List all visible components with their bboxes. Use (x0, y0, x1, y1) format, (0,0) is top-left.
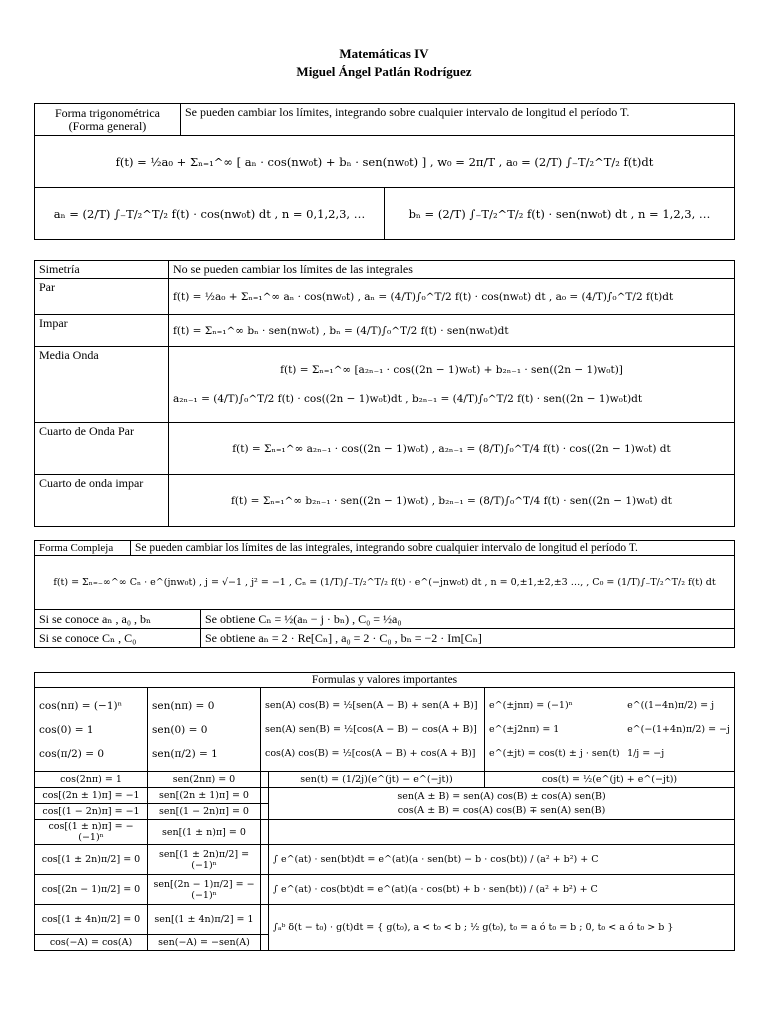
formulas-spacer (261, 804, 269, 820)
sym-media-onda-coeffs: a₂ₙ₋₁ = (4/T)∫₀^T/2 f(t) · cos((2n − 1)w₀t)dt , b₂ₙ₋₁ = (4/T)∫₀^T/2 f(t) · sen((2n − 1)w₀t)dt (173, 392, 643, 405)
trig-form-table (34, 103, 735, 240)
integral-exp-sen: ∫ e^(at) · sen(bt)dt = e^(at)(a · sen(bt) − b · cos(bt)) / (a² + b²) + C (269, 845, 735, 875)
sym-cuarto-impar-label: Cuarto de onda impar (35, 475, 169, 527)
symmetry-note: No se pueden cambiar los límites de las integrales (169, 261, 735, 279)
exp-j: e^((1−4n)π/2) = j (627, 699, 715, 711)
complex-row2-label: Si se conoce Cₙ , C₀ (35, 629, 201, 648)
one-over-j: 1/j = −j (627, 747, 665, 759)
integral-spacer (269, 820, 735, 845)
trig-an-formula: aₙ = (2/T) ∫₋T/₂^T/₂ f(t) · cos(nw₀t) dt , n = 0,1,2,3, … (35, 188, 385, 240)
formulas-spacer (261, 935, 269, 951)
integral-exp-cos: ∫ e^(at) · cos(bt)dt = e^(at)(a · cos(bt) + b · sen(bt)) / (a² + b²) + C (269, 875, 735, 905)
sen-val-5: sen[(1 ± 2n)π/2] = (−1)ⁿ (148, 845, 261, 875)
exp-jnpi: e^(±jnπ) = (−1)ⁿ (489, 699, 573, 711)
cos-val-3: cos[(1 − 2n)π] = −1 (35, 804, 148, 820)
cos-basic-values (35, 688, 148, 772)
cos-sum-angle: cos(A ± B) = cos(A) cos(B) ∓ sen(A) sen(B) (397, 804, 606, 816)
trig-form-note: Se pueden cambiar los límites, integrando sobre cualquier intervalo de longitud el período T. (181, 104, 735, 136)
trig-form-label: Forma trigonométrica (Forma general) (35, 104, 181, 136)
cos-val-1: cos(2nπ) = 1 (35, 772, 148, 788)
product-identities (261, 688, 485, 772)
sen-val-2: sen[(2n ± 1)π] = 0 (148, 788, 261, 804)
exp-minus-j: e^(−(1+4n)π/2) = −j (627, 723, 730, 735)
sen-sum-angle: sen(A ± B) = sen(A) cos(B) ± cos(A) sen(B) (397, 790, 606, 802)
complex-formula: f(t) = Σₙ₌₋∞^∞ Cₙ · e^(jnw₀t) , j = √−1 , j² = −1 , Cₙ = (1/T)∫₋T/₂^T/₂ f(t) · e^(−jnw₀t) dt , n = 0,±1,±2,±3 …, , C₀ = (1/T)∫₋T/₂^T/₂ f(t) dt (35, 556, 735, 610)
cos-basic-2: cos(0) = 1 (39, 723, 94, 736)
author-name: Miguel Ángel Patlán Rodríguez (296, 64, 472, 79)
trig-main-formula: f(t) = ½a₀ + Σₙ₌₁^∞ [ aₙ · cos(nw₀t) + bₙ · sen(nw₀t) ] , w₀ = 2π/T , a₀ = (2/T) ∫₋T/₂^T/₂ f(t)dt (35, 136, 735, 188)
cos-basic-1: cos(nπ) = (−1)ⁿ (39, 699, 123, 712)
formulas-spacer (261, 905, 269, 935)
sym-media-onda-label: Media Onda (35, 347, 169, 423)
formulas-title: Formulas y valores importantes (35, 673, 735, 688)
cos-val-8: cos(−A) = cos(A) (35, 935, 148, 951)
trig-bn-formula: bₙ = (2/T) ∫₋T/₂^T/₂ f(t) · sen(nw₀t) dt , n = 1,2,3, … (385, 188, 735, 240)
delta-integral: ∫ₐᵇ δ(t − t₀) · g(t)dt = { g(t₀), a < t₀ < b ; ½ g(t₀), t₀ = a ó t₀ = b ; 0, t₀ < a ó t₀ > b } (269, 905, 735, 951)
cos-exponential: cos(t) = ½(e^(jt) + e^(−jt)) (485, 772, 735, 788)
sym-cuarto-par-label: Cuarto de Onda Par (35, 423, 169, 475)
cos-val-2: cos[(2n ± 1)π] = −1 (35, 788, 148, 804)
exp-euler: e^(±jt) = cos(t) ± j · sen(t) (489, 747, 620, 759)
sym-par-label: Par (35, 279, 169, 315)
complex-row1-value: Se obtiene Cₙ = ½(aₙ − j · bₙ) , C₀ = ½a₀ (201, 610, 735, 629)
sen-val-4: sen[(1 ± n)π] = 0 (148, 820, 261, 845)
sen-basic-values (148, 688, 261, 772)
complex-form-note: Se pueden cambiar los límites de las integrales, integrando sobre cualquier intervalo de longitud el período T. (131, 541, 735, 556)
sen-basic-2: sen(0) = 0 (152, 723, 208, 736)
cos-val-7: cos[(1 ± 4n)π/2] = 0 (35, 905, 148, 935)
formulas-table (34, 672, 735, 951)
complex-row2-value: Se obtiene aₙ = 2 · Re[Cₙ] , a₀ = 2 · C₀ , bₙ = −2 · Im[Cₙ] (201, 629, 735, 648)
sym-cuarto-impar-formula: f(t) = Σₙ₌₁^∞ b₂ₙ₋₁ · sen((2n − 1)w₀t) , b₂ₙ₋₁ = (8/T)∫₀^T/4 f(t) · sen((2n − 1)w₀t) dt (169, 475, 735, 527)
symmetry-label: Simetría (35, 261, 169, 279)
product-sen-cos: sen(A) cos(B) = ½[sen(A − B) + sen(A + B)] (265, 699, 478, 711)
complex-form-label: Forma Compleja (35, 541, 131, 556)
sum-angle-identities (269, 788, 735, 820)
page-title: Matemáticas IV (339, 46, 429, 61)
exp-j2npi: e^(±j2nπ) = 1 (489, 723, 560, 735)
sym-media-onda-formulas (169, 347, 735, 423)
sym-par-formula: f(t) = ½a₀ + Σₙ₌₁^∞ aₙ · cos(nw₀t) , aₙ = (4/T)∫₀^T/2 f(t) · cos(nw₀t) dt , a₀ = (4/T)∫₀^T/2 f(t)dt (169, 279, 735, 315)
sym-cuarto-par-formula: f(t) = Σₙ₌₁^∞ a₂ₙ₋₁ · cos((2n − 1)w₀t) , a₂ₙ₋₁ = (8/T)∫₀^T/4 f(t) · cos((2n − 1)w₀t) dt (169, 423, 735, 475)
cos-basic-3: cos(π/2) = 0 (39, 747, 105, 760)
complex-form-table (34, 540, 735, 648)
sym-impar-label: Impar (35, 315, 169, 347)
sen-val-3: sen[(1 − 2n)π] = 0 (148, 804, 261, 820)
sym-media-onda-series: f(t) = Σₙ₌₁^∞ [a₂ₙ₋₁ · cos((2n − 1)w₀t) + b₂ₙ₋₁ · sen((2n − 1)w₀t)] (280, 363, 623, 376)
exponential-values (485, 688, 735, 772)
formulas-spacer (261, 875, 269, 905)
sym-impar-formula: f(t) = Σₙ₌₁^∞ bₙ · sen(nw₀t) , bₙ = (4/T)∫₀^T/2 f(t) · sen(nw₀t)dt (169, 315, 735, 347)
formulas-spacer (261, 820, 269, 845)
cos-val-5: cos[(1 ± 2n)π/2] = 0 (35, 845, 148, 875)
sen-exponential: sen(t) = (1/2j)(e^(jt) − e^(−jt)) (269, 772, 485, 788)
sen-val-1: sen(2nπ) = 0 (148, 772, 261, 788)
product-sen-sen: sen(A) sen(B) = ½[cos(A − B) − cos(A + B)] (265, 723, 477, 735)
product-cos-cos: cos(A) cos(B) = ½[cos(A − B) + cos(A + B)] (265, 747, 476, 759)
formulas-spacer (261, 788, 269, 804)
sen-val-8: sen(−A) = −sen(A) (148, 935, 261, 951)
sen-basic-3: sen(π/2) = 1 (152, 747, 218, 760)
cos-val-4: cos[(1 ± n)π] = −(−1)ⁿ (35, 820, 148, 845)
sen-val-7: sen[(1 ± 4n)π/2] = 1 (148, 905, 261, 935)
symmetry-table (34, 260, 735, 527)
cos-val-6: cos[(2n − 1)π/2] = 0 (35, 875, 148, 905)
formulas-spacer (261, 845, 269, 875)
formulas-spacer (261, 772, 269, 788)
complex-row1-label: Si se conoce aₙ , a₀ , bₙ (35, 610, 201, 629)
sen-basic-1: sen(nπ) = 0 (152, 699, 215, 712)
sen-val-6: sen[(2n − 1)π/2] = −(−1)ⁿ (148, 875, 261, 905)
